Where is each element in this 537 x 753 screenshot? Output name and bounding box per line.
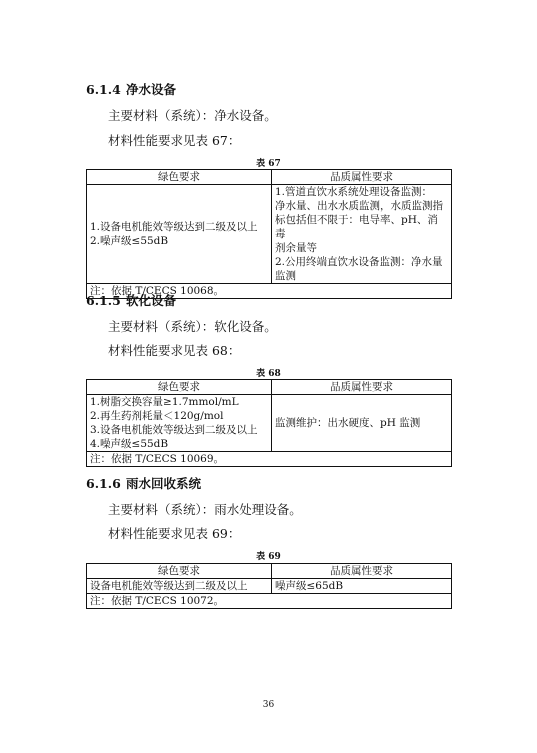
table-caption: 表 68 <box>256 369 281 379</box>
requirement-note-text: 材料性能要求见表 68： <box>108 343 241 358</box>
section-number: 6.1.6 <box>86 476 121 491</box>
list-item: 剂余量等 <box>275 242 317 254</box>
main-material-text: 主要材料（系统）：净水设备。 <box>108 108 277 123</box>
list-item: 3.设备电机能效等级达到二级及以上 <box>90 424 258 436</box>
header-quality: 品质属性要求 <box>272 564 452 579</box>
table-row <box>87 185 452 284</box>
quality-requirements-cell <box>272 185 452 284</box>
table-note-row <box>87 452 452 467</box>
table-note-row <box>87 594 452 609</box>
table-caption: 表 67 <box>256 159 281 169</box>
table-header-row <box>87 564 452 579</box>
requirement-note-text: 材料性能要求见表 67： <box>108 133 241 148</box>
quality-requirements-cell <box>272 395 452 452</box>
green-requirements-cell <box>87 185 272 284</box>
table-header-row <box>87 170 452 185</box>
list-item: 2.噪声级≤55dB <box>90 235 169 247</box>
section-title: 净水设备 <box>126 82 177 97</box>
spec-table-69 <box>86 563 452 609</box>
list-item: 1.设备电机能效等级达到二级及以上 <box>90 221 258 233</box>
requirement-note-text: 材料性能要求见表 69： <box>108 526 241 541</box>
green-requirements-cell <box>87 579 272 594</box>
spec-table-67 <box>86 169 452 299</box>
list-item: 监测 <box>275 270 296 282</box>
section-title: 雨水回收系统 <box>126 476 202 491</box>
section-number: 6.1.5 <box>86 293 121 308</box>
table-note: 注：依据 T/CECS 10069。 <box>87 452 452 467</box>
table-note: 注：依据 T/CECS 10072。 <box>87 594 452 609</box>
header-green: 绿色要求 <box>87 170 272 185</box>
header-green: 绿色要求 <box>87 380 272 395</box>
list-item: 2.再生药剂耗量＜120g/mol <box>90 410 224 422</box>
main-material-text: 主要材料（系统）：雨水处理设备。 <box>108 502 302 517</box>
section-heading-6-1-4 <box>86 80 176 98</box>
header-green: 绿色要求 <box>87 564 272 579</box>
list-item: 设备电机能效等级达到二级及以上 <box>90 580 248 592</box>
quality-requirements-cell <box>272 579 452 594</box>
list-item: 1.树脂交换容量≥1.7mmol/mL <box>90 396 239 408</box>
main-material-text: 主要材料（系统）：软化设备。 <box>108 319 277 334</box>
spec-table-68 <box>86 379 452 467</box>
table-note: 注：依据 T/CECS 10068。 <box>87 284 452 299</box>
list-item: 噪声级≤65dB <box>275 580 344 592</box>
list-item: 监测维护：出水硬度、pH 监测 <box>275 417 421 429</box>
header-quality: 品质属性要求 <box>272 380 452 395</box>
list-item: 标包括但不限于：电导率、pH、消毒 <box>275 214 438 240</box>
list-item: 1.管道直饮水系统处理设备监测： <box>275 186 433 198</box>
section-heading-6-1-5 <box>86 291 176 309</box>
table-row <box>87 579 452 594</box>
section-title: 软化设备 <box>126 293 177 308</box>
table-header-row <box>87 380 452 395</box>
list-item: 净水量、出水水质监测，水质监测指 <box>275 200 443 212</box>
section-heading-6-1-6 <box>86 474 201 492</box>
green-requirements-cell <box>87 395 272 452</box>
table-row <box>87 395 452 452</box>
page-number: 36 <box>262 700 275 710</box>
section-number: 6.1.4 <box>86 82 121 97</box>
header-quality: 品质属性要求 <box>272 170 452 185</box>
table-caption: 表 69 <box>256 552 281 562</box>
list-item: 4.噪声级≤55dB <box>90 438 169 450</box>
list-item: 2.公用终端直饮水设备监测：净水量 <box>275 256 443 268</box>
